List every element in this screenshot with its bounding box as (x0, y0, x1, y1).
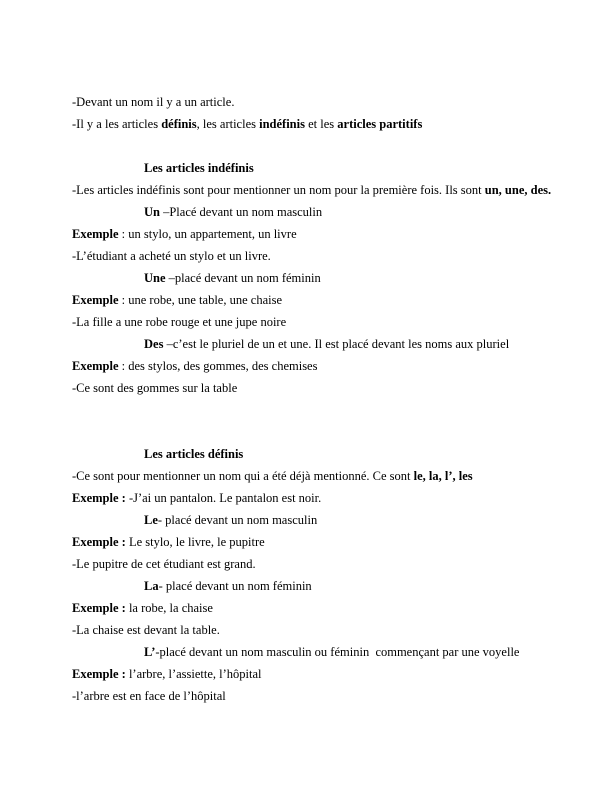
bold-text-segment: L’ (144, 645, 156, 659)
text-segment: –placé devant un nom féminin (165, 271, 321, 285)
text-segment: : une robe, une table, une chaise (118, 293, 283, 307)
paragraph (72, 619, 540, 641)
paragraph (72, 663, 540, 685)
paragraph (72, 509, 540, 531)
paragraph (72, 531, 540, 553)
paragraph (72, 245, 540, 267)
paragraph (72, 685, 540, 707)
paragraph (72, 641, 540, 663)
bold-text-segment: Des (144, 337, 164, 351)
bold-text-segment: un, une, des. (484, 183, 552, 197)
bold-text-segment: le, la, l’, les (413, 469, 473, 483)
bold-text-segment: Exemple (72, 293, 119, 307)
paragraph (72, 267, 540, 289)
section-heading (72, 443, 540, 465)
bold-text-segment: Exemple : (72, 601, 126, 615)
bold-text-segment: Les articles indéfinis (144, 161, 254, 175)
bold-text-segment: articles partitifs (337, 117, 423, 131)
blank-line (72, 421, 540, 443)
text-segment: –c’est le pluriel de un et une. Il est placé devant les noms aux pluriel (163, 337, 510, 351)
paragraph (72, 311, 540, 333)
bold-text-segment: Exemple (72, 227, 119, 241)
bold-text-segment: définis (161, 117, 197, 131)
text-segment: , les articles (196, 117, 260, 131)
text-segment: -Ce sont pour mentionner un nom qui a été déjà mentionné. Ce sont (72, 469, 414, 483)
text-segment: -l’arbre est en face de l’hôpital (72, 689, 226, 703)
paragraph (72, 333, 540, 355)
text-segment: - placé devant un nom féminin (158, 579, 312, 593)
paragraph (72, 289, 540, 311)
text-segment: la robe, la chaise (125, 601, 213, 615)
bold-text-segment: indéfinis (259, 117, 305, 131)
bold-text-segment: Exemple (72, 359, 119, 373)
paragraph (72, 553, 540, 575)
text-segment: -Ce sont des gommes sur la table (72, 381, 238, 395)
text-segment: : des stylos, des gommes, des chemises (118, 359, 318, 373)
text-segment: -J’ai un pantalon. Le pantalon est noir. (125, 491, 322, 505)
paragraph (72, 223, 540, 245)
blank-line (72, 399, 540, 421)
paragraph (72, 575, 540, 597)
text-segment: -Le pupitre de cet étudiant est grand. (72, 557, 256, 571)
text-segment: -Les articles indéfinis sont pour mentionner un nom pour la première fois. Ils sont (72, 183, 485, 197)
text-segment: -placé devant un nom masculin ou féminin commençant par une voyelle (155, 645, 520, 659)
paragraph (72, 597, 540, 619)
text-segment: -La fille a une robe rouge et une jupe noire (72, 315, 287, 329)
text-segment: l’arbre, l’assiette, l’hôpital (125, 667, 262, 681)
text-segment: Le stylo, le livre, le pupitre (125, 535, 265, 549)
paragraph (72, 487, 540, 509)
paragraph (72, 355, 540, 377)
paragraph (72, 91, 540, 113)
text-segment: -L’étudiant a acheté un stylo et un livre. (72, 249, 271, 263)
paragraph (72, 201, 540, 223)
text-segment: -La chaise est devant la table. (72, 623, 220, 637)
text-segment: –Placé devant un nom masculin (159, 205, 323, 219)
paragraph (72, 377, 540, 399)
bold-text-segment: Un (144, 205, 160, 219)
bold-text-segment: Exemple : (72, 491, 126, 505)
bold-text-segment: La (144, 579, 159, 593)
text-segment: : un stylo, un appartement, un livre (118, 227, 297, 241)
document-body (72, 91, 552, 707)
bold-text-segment: Une (144, 271, 166, 285)
bold-text-segment: Le (144, 513, 158, 527)
bold-text-segment: Les articles définis (144, 447, 244, 461)
text-segment: et les (304, 117, 338, 131)
text-segment: -Devant un nom il y a un article. (72, 95, 235, 109)
text-segment: -Il y a les articles (72, 117, 162, 131)
paragraph (72, 113, 540, 135)
text-segment: - placé devant un nom masculin (157, 513, 318, 527)
bold-text-segment: Exemple : (72, 667, 126, 681)
section-heading (72, 157, 540, 179)
paragraph (72, 465, 540, 487)
blank-line (72, 135, 540, 157)
bold-text-segment: Exemple : (72, 535, 126, 549)
paragraph (72, 179, 552, 201)
